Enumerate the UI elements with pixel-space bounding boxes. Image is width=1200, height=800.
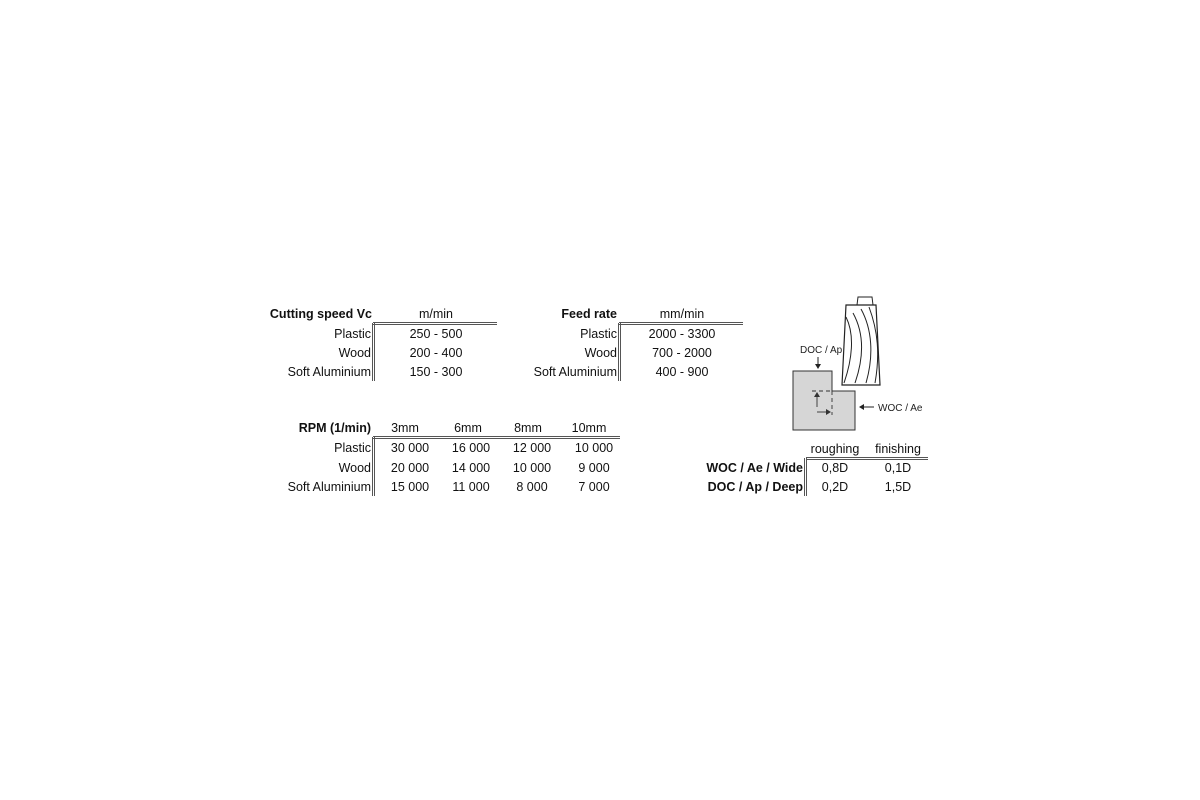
rpm-value: 7 000	[578, 480, 610, 494]
depth-header-rule	[806, 457, 928, 460]
depth-column-header: roughing	[810, 442, 860, 456]
depth-row-label: DOC / Ap / Deep	[707, 480, 803, 494]
feed-rate-title: Feed rate	[561, 307, 617, 321]
woc-label: WOC / Ae	[878, 403, 923, 414]
feed-rate-material: Wood	[584, 346, 617, 360]
cutting-speed-value: 250 - 500	[409, 327, 463, 341]
depth-value: 1,5D	[884, 480, 912, 494]
rpm-value: 15 000	[390, 480, 430, 494]
doc-label: DOC / Ap	[800, 345, 843, 356]
depth-value: 0,8D	[821, 461, 849, 475]
rpm-value: 20 000	[390, 461, 430, 475]
rpm-material: Wood	[338, 461, 371, 475]
cutting-speed-title: Cutting speed Vc	[269, 307, 372, 321]
feed-rate-row-rule	[618, 323, 621, 381]
cutting-speed-material: Plastic	[334, 327, 371, 341]
depth-value: 0,1D	[884, 461, 912, 475]
end-mill-cut-diagram	[760, 295, 950, 440]
rpm-value: 12 000	[512, 441, 552, 455]
rpm-column-header: 3mm	[391, 421, 419, 435]
feed-rate-value: 400 - 900	[655, 365, 709, 379]
cutting-speed-row-rule	[372, 323, 375, 381]
rpm-value: 14 000	[451, 461, 491, 475]
cutting-speed-material: Soft Aluminium	[287, 365, 371, 379]
rpm-value: 30 000	[390, 441, 430, 455]
feed-rate-value: 2000 - 3300	[648, 327, 716, 341]
cutting-speed-value: 200 - 400	[409, 346, 463, 360]
feed-rate-unit: mm/min	[659, 307, 705, 321]
depth-column-header: finishing	[875, 442, 921, 456]
feed-rate-header-rule	[619, 322, 743, 325]
rpm-value: 10 000	[574, 441, 614, 455]
rpm-column-header: 10mm	[571, 421, 607, 435]
rpm-material: Plastic	[334, 441, 371, 455]
cutting-speed-header-rule	[373, 322, 497, 325]
feed-rate-material: Soft Aluminium	[533, 365, 617, 379]
cutting-speed-material: Wood	[338, 346, 371, 360]
depth-value: 0,2D	[821, 480, 849, 494]
rpm-material: Soft Aluminium	[287, 480, 371, 494]
rpm-value: 10 000	[512, 461, 552, 475]
rpm-value: 16 000	[451, 441, 491, 455]
rpm-value: 11 000	[452, 480, 490, 494]
feed-rate-material: Plastic	[580, 327, 617, 341]
rpm-title: RPM (1/min)	[298, 421, 371, 435]
rpm-value: 9 000	[578, 461, 610, 475]
depth-row-label: WOC / Ae / Wide	[706, 461, 803, 475]
cutting-speed-unit: m/min	[418, 307, 454, 321]
end-mill-tool	[842, 297, 880, 385]
rpm-column-header: 6mm	[454, 421, 482, 435]
rpm-column-header: 8mm	[514, 421, 542, 435]
feed-rate-value: 700 - 2000	[652, 346, 712, 360]
rpm-value: 8 000	[516, 480, 548, 494]
rpm-header-rule	[373, 436, 620, 439]
cutting-speed-value: 150 - 300	[409, 365, 463, 379]
